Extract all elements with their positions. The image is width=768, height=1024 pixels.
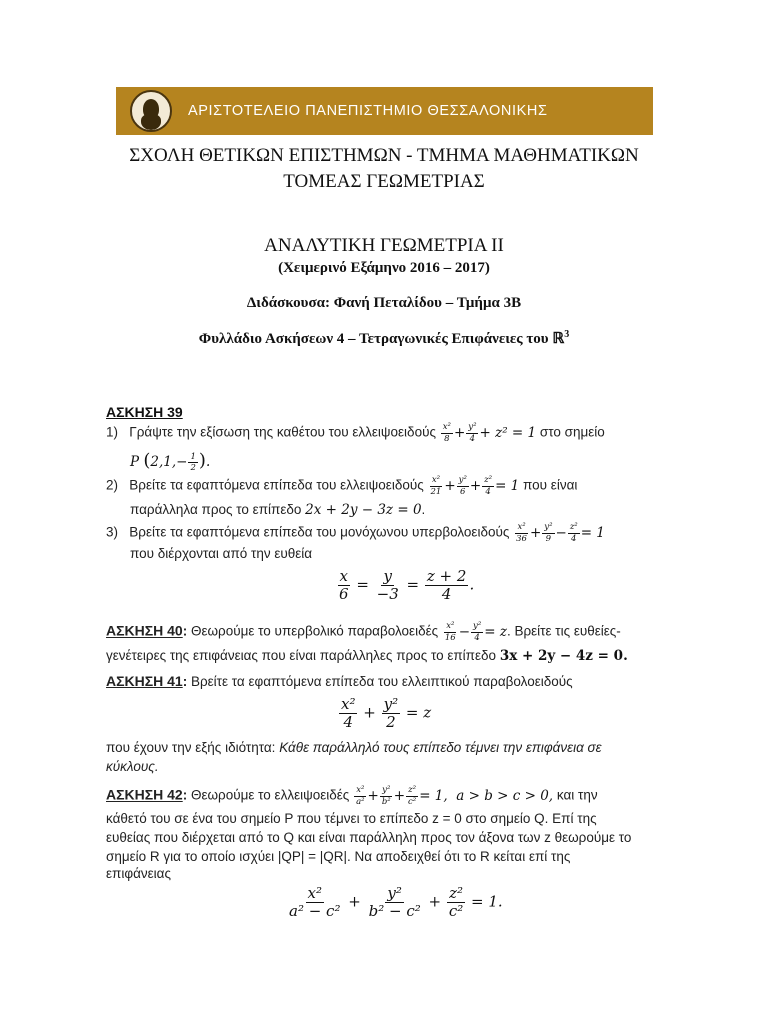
line-equation: $\frac{x}{6}$ = $\frac{y}{-3}$ = $\frac{z + 2}{4}$ .: [339, 567, 475, 603]
sheet-title: Φυλλάδιο Ασκήσεων 4 – Τετραγωνικές Επιφάνειες του ℝ$^3$: [198, 329, 570, 347]
exercise-42-line-3: ευθείας που διέρχεται από το Q και είναι παράλληλη προς τον άξονα των z θεωρούμε το: [106, 830, 632, 845]
course-title: ΑΝΑΛΥΤΙΚΗ ΓΕΩΜΕΤΡΙΑ ΙΙ: [264, 235, 504, 256]
exercise-41-condition-end: κύκλους.: [106, 759, 159, 774]
surface-equation: $\frac{\text{x²}}{\text{a² − c²}}$ + $\frac{\text{y²}}{\text{b² − c²}}$ + $\frac{\text{z²}}{\text{c²}}$ = 1.: [289, 884, 503, 920]
exercise-39-heading: ΑΣΚΗΣΗ 39: [106, 404, 183, 420]
exercise-40: ΑΣΚΗΣΗ 40: Θεωρούμε το υπερβολικό παραβολοειδές $\frac{\text{x²}}{16}$ − $\frac{\text{y²}}{4}$ = z. Βρείτε τις ευθείες-: [106, 621, 621, 643]
university-banner: [116, 87, 653, 135]
exercise-39-item-2: 2) Βρείτε τα εφαπτόμενα επίπεδα του ελλειψοειδούς $\frac{\text{x²}}{21}$ + $\frac{\text{y²}}{6}$ + $\frac{\text{z²}}{4}$ = 1 που είναι: [106, 475, 578, 497]
university-seal-logo: [130, 90, 172, 132]
exercise-41-condition: που έχουν την εξής ιδιότητα: Κάθε παράλληλό τους επίπεδο τέμνει την επιφάνεια σε: [106, 740, 602, 755]
school-line-2: ΤΟΜΕΑΣ ΓΕΩΜΕΤΡΙΑΣ: [283, 171, 485, 192]
paraboloid-equation: $\frac{\text{x²}}{4}$ + $\frac{\text{y²}}{2}$ = z: [341, 695, 432, 731]
university-name: ΑΡΙΣΤΟΤΕΛΕΙΟ ΠΑΝΕΠΙΣΤΗΜΙΟ ΘΕΣΣΑΛΟΝΙΚΗΣ: [188, 103, 548, 119]
exercise-42-line-5: επιφάνειας: [106, 866, 171, 881]
exercise-39-item-3-line-2: που διέρχονται από την ευθεία: [130, 546, 313, 561]
school-line-1: ΣΧΟΛΗ ΘΕΤΙΚΩΝ ΕΠΙΣΤΗΜΩΝ - ΤΜΗΜΑ ΜΑΘΗΜΑΤΙΚΩΝ: [129, 145, 639, 166]
exercise-39-item-1: 1) Γράψτε την εξίσωση της καθέτου του ελλειψοειδούς $\frac{\text{x²}}{8}$ + $\frac{\text{y²}}{4}$ + z² = 1 στο σημείο: [106, 422, 605, 444]
exercise-41: ΑΣΚΗΣΗ 41: Βρείτε τα εφαπτόμενα επίπεδα του ελλειπτικού παραβολοειδούς: [106, 673, 573, 689]
semester: (Χειμερινό Εξάμηνο 2016 – 2017): [278, 260, 490, 276]
exercise-39-item-2-line-2: παράλληλα προς το επίπεδο 2x + 2y − 3z = 0.: [130, 502, 426, 518]
exercise-39-item-3: 3) Βρείτε τα εφαπτόμενα επίπεδα του μονόχωνου υπερβολοειδούς $\frac{\text{x²}}{36}$ + $\frac{\text{y²}}{9}$ − $\frac{\text{z²}}{4}$ = 1: [106, 522, 605, 544]
school-heading: [0, 143, 768, 195]
exercise-40-line-2: γενέτειρες της επιφάνειας που είναι παράλληλες προς το επίπεδο 3x + 2y − 4z = 0.: [106, 648, 628, 664]
exercise-42-line-2: κάθετό του σε ένα του σημείο P που τέμνει το επίπεδο z = 0 στο σημείο Q. Επί της: [106, 811, 597, 826]
exercise-42-line-4: σημείο R για το οποίο ισχύει |QP| = |QR|. Να αποδειχθεί ότι το R κείται επί της: [106, 849, 571, 864]
point-p: P (2,1,− $\frac{1}{2}$ ).: [130, 450, 211, 473]
instructor: Διδάσκουσα: Φανή Πεταλίδου – Τμήμα 3Β: [246, 295, 522, 311]
exercise-42: ΑΣΚΗΣΗ 42: Θεωρούμε το ελλειψοειδές $\frac{\text{x²}}{\text{a²}}$ + $\frac{\text{y²}}{\text{b²}}$ + $\frac{\text{z²}}{\text{c²}}$ = 1, a > b > c > 0, και την: [106, 785, 598, 807]
